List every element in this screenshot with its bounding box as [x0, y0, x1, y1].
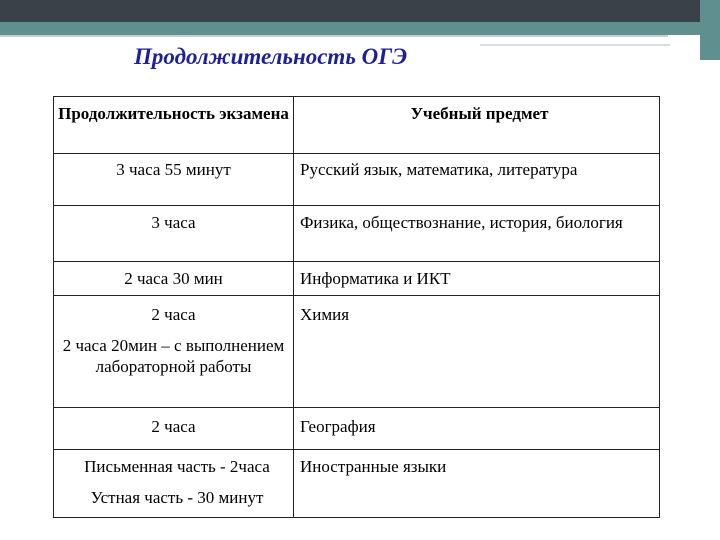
cell-duration: 2 часа 30 мин [54, 262, 294, 296]
header-band-teal [0, 22, 720, 35]
cell-duration: Письменная часть - 2часа Устная часть - 30 минут [54, 450, 294, 518]
header-subject: Учебный предмет [294, 97, 660, 154]
table-row [54, 408, 660, 450]
cell-duration: 2 часа 2 часа 20мин – с выполнением лабораторной работы [54, 296, 294, 408]
exam-duration-table [53, 96, 660, 518]
header-duration: Продолжительность экзамена [54, 97, 294, 154]
cell-duration: 3 часа 55 минут [54, 154, 294, 206]
cell-subject: Иностранные языки [294, 450, 660, 518]
cell-subject: Русский язык, математика, литература [294, 154, 660, 206]
cell-duration: 2 часа [54, 408, 294, 450]
corner-accent [700, 0, 720, 60]
table-row [54, 450, 660, 518]
table-row [54, 154, 660, 206]
table-header-row [54, 97, 660, 154]
table-row [54, 206, 660, 262]
cell-subject: География [294, 408, 660, 450]
cell-subject: Химия [294, 296, 660, 408]
cell-subject: Физика, обществознание, история, биология [294, 206, 660, 262]
header-rule-short [480, 44, 670, 46]
header-band-dark [0, 0, 720, 22]
header-rule [0, 35, 668, 37]
cell-duration: 3 часа [54, 206, 294, 262]
table-row [54, 296, 660, 408]
cell-subject: Информатика и ИКТ [294, 262, 660, 296]
table-row [54, 262, 660, 296]
slide-title: Продолжительность ОГЭ [134, 44, 408, 69]
